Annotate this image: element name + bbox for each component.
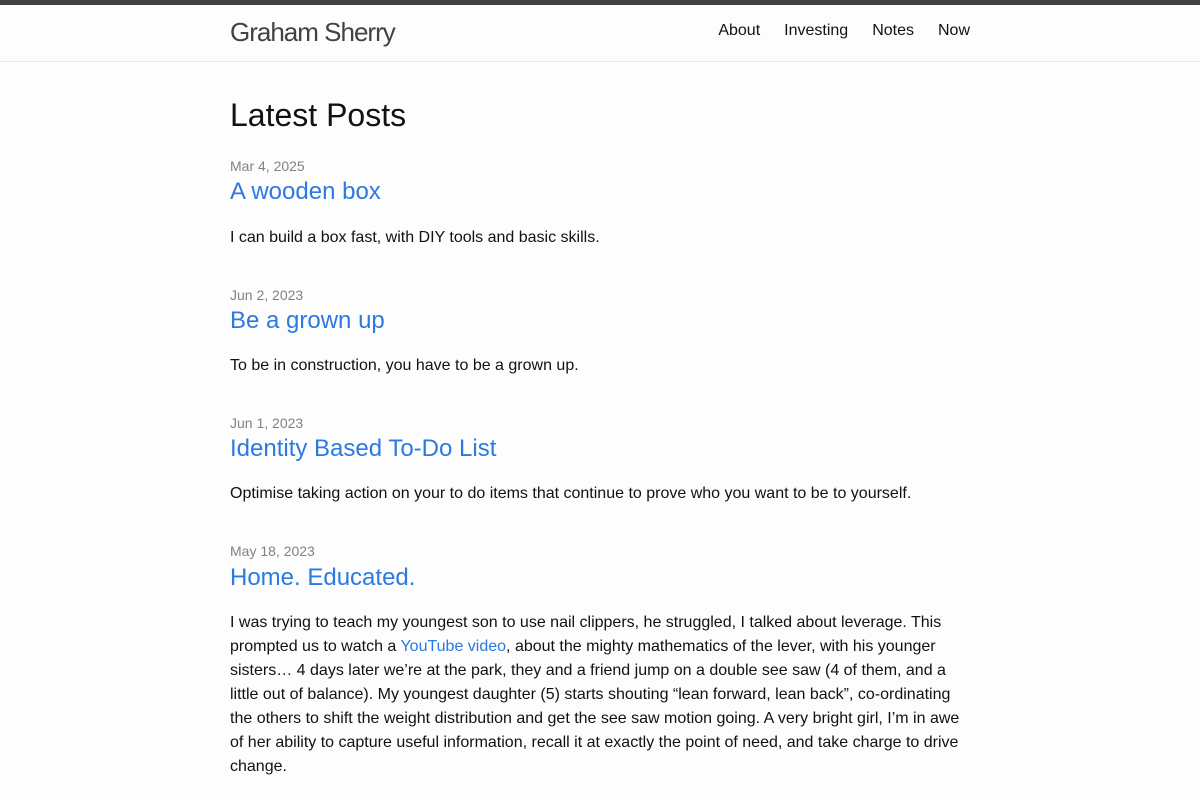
page-heading: Latest Posts — [230, 97, 407, 133]
site-header — [0, 5, 1200, 62]
post-item — [230, 286, 970, 378]
site-nav — [718, 22, 970, 40]
post-date: Mar 4, 2025 — [230, 158, 305, 175]
youtube-video-link[interactable]: YouTube video — [400, 637, 507, 655]
main-content — [230, 62, 970, 800]
nav-link-investing[interactable]: Investing — [784, 22, 849, 39]
post-excerpt-text: I was trying to teach my youngest son to use nail clippers, he struggled, I talked about leverage. This prompted us to watch a — [230, 613, 942, 655]
post-title-link[interactable]: Home. Educated. — [230, 563, 416, 591]
nav-link-now[interactable]: Now — [937, 22, 970, 39]
post-excerpt: Optimise taking action on your to do items that continue to prove who you want to be to yourself. — [230, 485, 912, 503]
post-excerpt: To be in construction, you have to be a grown up. — [230, 356, 579, 374]
post-excerpt: I can build a box fast, with DIY tools and basic skills. — [230, 228, 600, 246]
nav-link-about[interactable]: About — [718, 22, 761, 39]
post-title-link[interactable]: Be a grown up — [230, 306, 385, 334]
post-excerpt-text: , about the mighty mathematics of the lever, with his younger sisters… 4 days later we’re at the park, they and a friend jump on a double see saw (4 of them, and a little out of balance). My youngest daughter (5) starts shouting “lean forward, lean back”, co-ordinating the others to shift the weight distribution and get the see saw motion going. A very bright girl, I’m in awe of her ability to capture useful information, recall it at exactly the point of need, and take charge to drive change. — [230, 637, 960, 775]
site-title-link[interactable]: Graham Sherry — [230, 17, 395, 47]
post-date: Jun 2, 2023 — [230, 286, 304, 303]
post-title-link[interactable]: Identity Based To-Do List — [230, 435, 497, 463]
post-item — [230, 157, 970, 249]
post-item — [230, 542, 970, 778]
post-item — [230, 414, 970, 506]
post-list — [230, 157, 970, 779]
nav-link-notes[interactable]: Notes — [872, 22, 914, 39]
post-date: Jun 1, 2023 — [230, 414, 304, 431]
post-title-link[interactable]: A wooden box — [230, 178, 381, 206]
post-date: May 18, 2023 — [230, 543, 315, 560]
post-excerpt — [230, 611, 970, 779]
